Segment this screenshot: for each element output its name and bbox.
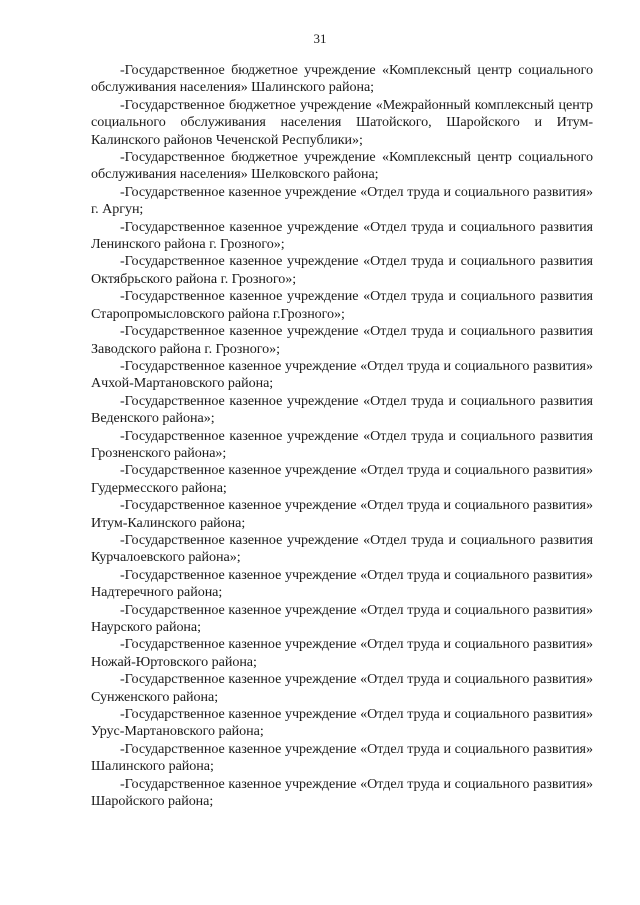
list-item: -Государственное казенное учреждение «Отдел труда и социального развития» Ножай-Юртовского района;	[91, 636, 593, 670]
list-item: -Государственное казенное учреждение «Отдел труда и социального развития Ленинского района г. Грозного»;	[91, 218, 593, 253]
list-item: -Государственное казенное учреждение «Отдел труда и социального развития Веденского района»;	[91, 392, 593, 427]
list-item: -Государственное казенное учреждение «Отдел труда и социального развития Старопромысловского района г.Грозного»;	[91, 288, 593, 322]
list-item: -Государственное казенное учреждение «Отдел труда и социального развития Октябрьского района г. Грозного»;	[91, 253, 593, 287]
list-item: -Государственное казенное учреждение «Отдел труда и социального развития» Надтеречного района;	[91, 566, 593, 601]
list-item: -Государственное бюджетное учреждение «Комплексный центр социального обслуживания населения» Шелковского района;	[91, 149, 593, 183]
list-item: -Государственное казенное учреждение «Отдел труда и социального развития» Урус-Мартановского района;	[91, 706, 593, 740]
list-item: -Государственное казенное учреждение «Отдел труда и социального развития» Наурского района;	[91, 601, 593, 635]
list-item: -Государственное казенное учреждение «Отдел труда и социального развития Заводского района г. Грозного»;	[91, 323, 593, 357]
list-item: -Государственное казенное учреждение «Отдел труда и социального развития» Сунженского района;	[91, 671, 593, 705]
list-item: -Государственное казенное учреждение «Отдел труда и социального развития» Гудермесского района;	[91, 462, 593, 496]
list-item: -Государственное казенное учреждение «Отдел труда и социального развития Грозненского района»;	[91, 427, 593, 461]
page-number: 31	[313, 31, 327, 46]
list-item: -Государственное казенное учреждение «Отдел труда и социального развития» г. Аргун;	[91, 183, 593, 218]
list-item: -Государственное казенное учреждение «Отдел труда и социального развития» Шаройского района;	[91, 775, 593, 810]
list-item: -Государственное бюджетное учреждение «Комплексный центр социального обслуживания населения» Шалинского района;	[91, 62, 593, 96]
list-item: -Государственное казенное учреждение «Отдел труда и социального развития Курчалоевского района»;	[91, 531, 593, 566]
organization-list	[91, 62, 593, 810]
list-item: -Государственное казенное учреждение «Отдел труда и социального развития» Шалинского района;	[91, 740, 593, 775]
list-item: -Государственное казенное учреждение «Отдел труда и социального развития» Ачхой-Мартановского района;	[91, 357, 593, 392]
list-item: -Государственное казенное учреждение «Отдел труда и социального развития» Итум-Калинского района;	[91, 497, 593, 531]
list-item: -Государственное бюджетное учреждение «Межрайонный комплексный центр социального обслуживания населения Шатойского, Шаройского и Итум-Калинского районов Чеченской Республики»;	[91, 96, 593, 148]
